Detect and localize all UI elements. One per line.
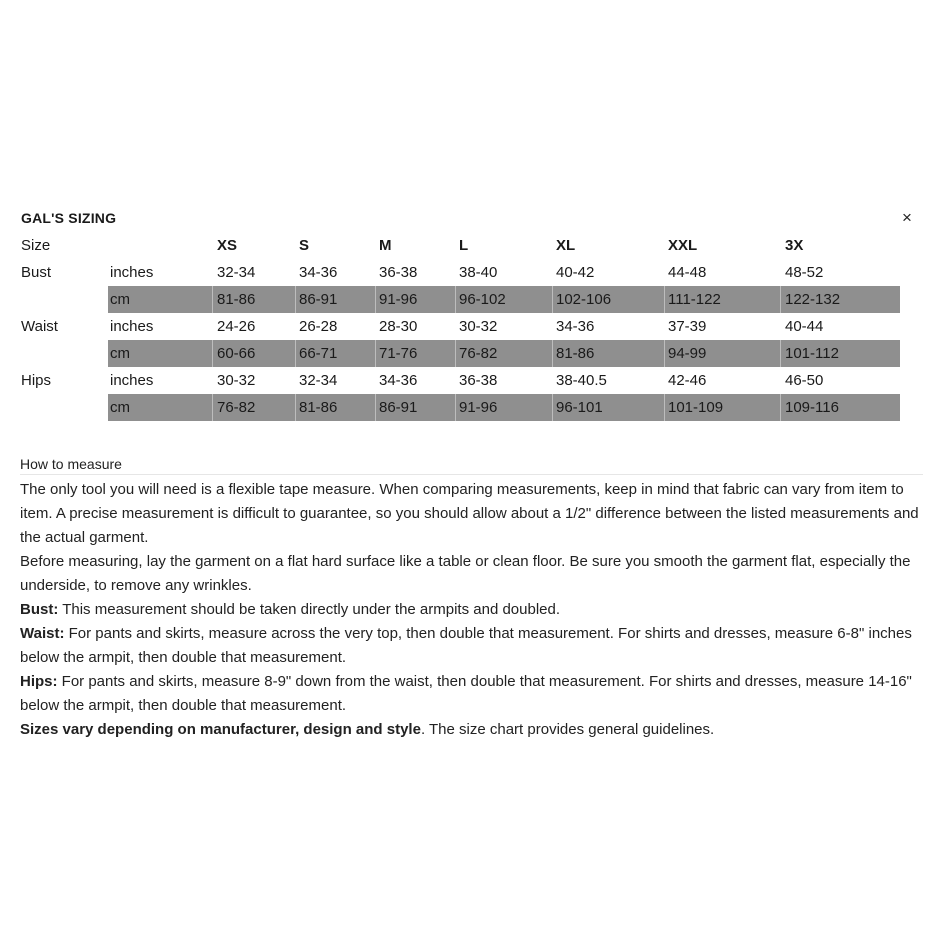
size-header: S: [299, 237, 310, 254]
column-separator: [455, 340, 456, 367]
bust-paragraph: [20, 598, 925, 622]
size-value: 96-101: [556, 399, 603, 416]
table-row: [0, 259, 945, 286]
unit-label: cm: [110, 399, 130, 416]
measure-label: Bust: [21, 264, 52, 281]
size-value: 71-76: [379, 345, 418, 362]
size-header: L: [459, 237, 469, 254]
size-value: 91-96: [459, 399, 498, 416]
column-separator: [780, 286, 781, 313]
size-value: 86-91: [379, 399, 418, 416]
column-separator: [552, 394, 553, 421]
size-value: 32-34: [217, 264, 256, 281]
size-value: 81-86: [299, 399, 338, 416]
column-separator: [780, 340, 781, 367]
bust-text: This measurement should be taken directly under the armpits and doubled.: [58, 601, 561, 618]
unit-label: inches: [110, 372, 154, 389]
column-separator: [295, 286, 296, 313]
size-value: 102-106: [556, 291, 612, 308]
size-value: 26-28: [299, 318, 338, 335]
size-value: 111-122: [668, 291, 721, 308]
chart-title: GAL'S SIZING: [21, 210, 117, 226]
waist-label: Waist:: [20, 625, 65, 642]
column-separator: [664, 394, 665, 421]
hips-paragraph: [20, 670, 925, 718]
table-row: [0, 367, 945, 394]
size-value: 36-38: [459, 372, 498, 389]
column-separator: [375, 286, 376, 313]
hips-text: For pants and skirts, measure 8-9" down from the waist, then double that measurement. For shirts and dresses, measure 14-16" below the armpit, then double that measurement.: [20, 673, 912, 714]
size-value: 34-36: [556, 318, 595, 335]
sizes-text: . The size chart provides general guidelines.: [420, 721, 715, 738]
divider: [20, 474, 923, 475]
intro-paragraph: The only tool you will need is a flexible tape measure. When comparing measurements, keep in mind that fabric can vary from item to item. A precise measurement is difficult to guarantee, so you should allow about a 1/2" difference between the listed measurements and the actual garment.: [20, 481, 919, 546]
column-separator: [552, 286, 553, 313]
column-separator: [295, 394, 296, 421]
column-separator: [375, 394, 376, 421]
column-separator: [664, 286, 665, 313]
how-to-measure-heading: How to measure: [20, 456, 122, 472]
sizes-label: Sizes vary depending on manufacturer, design and style: [20, 721, 421, 738]
close-icon[interactable]: ×: [902, 208, 912, 227]
size-value: 40-44: [785, 318, 824, 335]
size-value: 24-26: [217, 318, 256, 335]
column-separator: [212, 286, 213, 313]
size-value: 76-82: [217, 399, 256, 416]
size-value: 94-99: [668, 345, 707, 362]
size-value: 96-102: [459, 291, 506, 308]
size-value: 34-36: [299, 264, 338, 281]
sizes-paragraph: [20, 718, 925, 742]
measure-label: Hips: [21, 372, 52, 389]
size-value: 122-132: [785, 291, 841, 308]
size-value: 76-82: [459, 345, 498, 362]
size-value: 101-112: [785, 345, 839, 362]
size-value: 48-52: [785, 264, 824, 281]
size-value: 32-34: [299, 372, 338, 389]
unit-label: cm: [110, 345, 130, 362]
column-separator: [295, 340, 296, 367]
size-header: 3X: [785, 237, 804, 254]
size-header: XS: [217, 237, 238, 254]
size-value: 109-116: [785, 399, 839, 416]
size-value: 37-39: [668, 318, 707, 335]
unit-label: inches: [110, 264, 154, 281]
column-separator: [212, 394, 213, 421]
size-value: 66-71: [299, 345, 338, 362]
unit-label: inches: [110, 318, 154, 335]
size-header: XXL: [668, 237, 698, 254]
column-separator: [780, 394, 781, 421]
column-separator: [552, 340, 553, 367]
how-to-measure-text: [20, 478, 925, 742]
waist-text: For pants and skirts, measure across the very top, then double that measurement. For shirts and dresses, measure 6-8" inches below the armpit, then double that measurement.: [20, 625, 912, 666]
size-value: 30-32: [459, 318, 498, 335]
size-value: 30-32: [217, 372, 256, 389]
table-row: [0, 340, 945, 367]
waist-paragraph: [20, 622, 925, 670]
column-separator: [375, 340, 376, 367]
size-value: 46-50: [785, 372, 824, 389]
bust-label: Bust:: [20, 601, 59, 618]
size-value: 60-66: [217, 345, 256, 362]
column-separator: [455, 394, 456, 421]
size-value: 34-36: [379, 372, 418, 389]
table-row: [0, 394, 945, 421]
column-separator: [664, 340, 665, 367]
column-separator: [455, 286, 456, 313]
size-value: 86-91: [299, 291, 338, 308]
header-row: [0, 232, 945, 259]
size-value: 36-38: [379, 264, 418, 281]
size-value: 91-96: [379, 291, 418, 308]
size-value: 101-109: [668, 399, 724, 416]
size-value: 40-42: [556, 264, 595, 281]
size-value: 81-86: [217, 291, 256, 308]
size-value: 81-86: [556, 345, 595, 362]
unit-label: cm: [110, 291, 130, 308]
table-row: [0, 286, 945, 313]
column-separator: [212, 340, 213, 367]
measure-label: Waist: [21, 318, 58, 335]
before-paragraph: Before measuring, lay the garment on a flat hard surface like a table or clean floor. Be sure you smooth the garment flat, especially the underside, to remove any wrinkles.: [20, 553, 911, 594]
size-value: 38-40.5: [556, 372, 607, 389]
size-column-label: Size: [21, 237, 51, 254]
size-header: XL: [556, 237, 576, 254]
table-row: [0, 313, 945, 340]
hips-label: Hips:: [20, 673, 58, 690]
size-value: 44-48: [668, 264, 707, 281]
size-value: 28-30: [379, 318, 418, 335]
size-value: 38-40: [459, 264, 498, 281]
size-header: M: [379, 237, 392, 254]
size-value: 42-46: [668, 372, 707, 389]
